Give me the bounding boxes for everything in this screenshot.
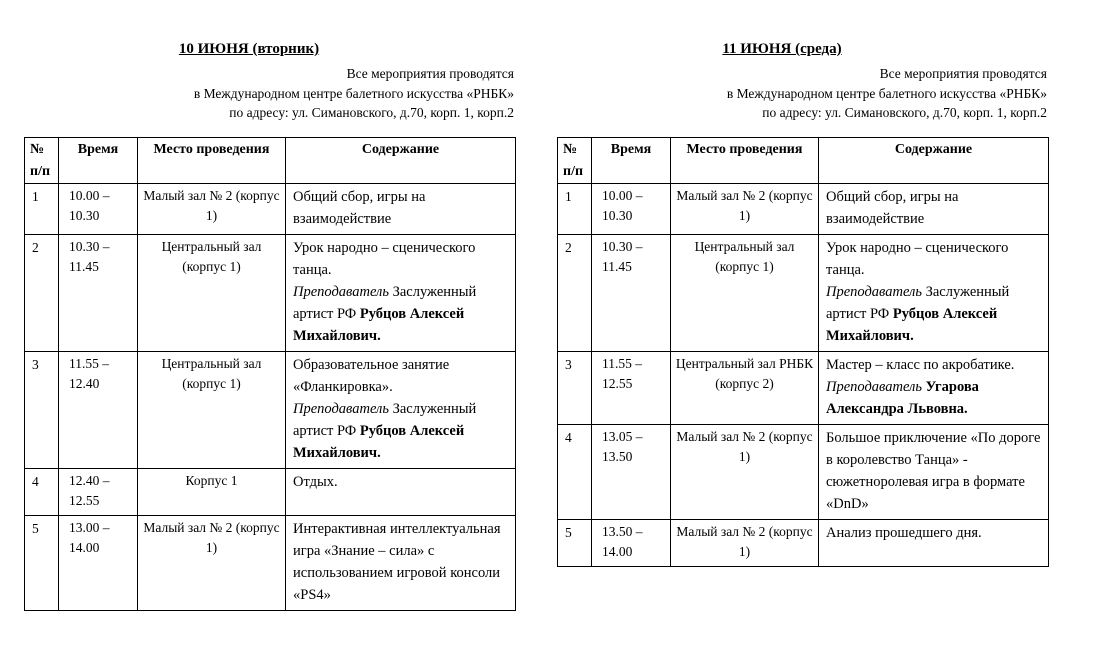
header-num: № п/п — [558, 137, 592, 183]
header-time: Время — [59, 137, 138, 183]
row-place: Малый зал № 2 (корпус 1) — [138, 183, 286, 234]
row-content: Отдых. — [286, 468, 516, 515]
row-num: 1 — [25, 183, 59, 234]
row-place: Малый зал № 2 (корпус 1) — [671, 424, 819, 519]
row-place: Малый зал № 2 (корпус 1) — [138, 515, 286, 610]
teacher-name: Угарова Александра Львовна. — [826, 378, 979, 417]
table-row — [558, 519, 1049, 566]
table-header-row — [25, 137, 516, 183]
row-num: 4 — [25, 468, 59, 515]
teacher-role: Преподаватель — [826, 378, 922, 395]
row-time: 13.05 – 13.50 — [592, 424, 671, 519]
row-place: Малый зал № 2 (корпус 1) — [671, 519, 819, 566]
row-place: Центральный зал РНБК (корпус 2) — [671, 351, 819, 424]
row-content: Общий сбор, игры на взаимодействие — [819, 183, 1049, 234]
row-content: Общий сбор, игры на взаимодействие — [286, 183, 516, 234]
header-num: № п/п — [25, 137, 59, 183]
header-time: Время — [592, 137, 671, 183]
row-content: Интерактивная интеллектуальная игра «Знание – сила» с использованием игровой консоли «PS4» — [286, 515, 516, 610]
row-place: Малый зал № 2 (корпус 1) — [671, 183, 819, 234]
row-content — [286, 234, 516, 351]
row-num: 5 — [25, 515, 59, 610]
venue-line: в Международном центре балетного искусства «РНБК» — [193, 85, 514, 101]
content-text: Урок народно – сценического танца. — [293, 239, 476, 278]
table-row — [558, 424, 1049, 519]
table-row — [25, 468, 516, 515]
row-place: Центральный зал (корпус 1) — [671, 234, 819, 351]
teacher-name: Рубцов Алексей Михайлович. — [293, 422, 465, 461]
table-row — [558, 351, 1049, 424]
content-text: Образовательное занятие «Фланкировка». — [293, 356, 450, 395]
header-place: Место проведения — [138, 137, 286, 183]
venue-info — [24, 64, 516, 123]
row-num: 2 — [558, 234, 592, 351]
row-content: Анализ прошедшего дня. — [819, 519, 1049, 566]
table-row — [25, 234, 516, 351]
row-num: 1 — [558, 183, 592, 234]
header-content: Содержание — [819, 137, 1049, 183]
teacher-role: Преподаватель — [293, 400, 389, 417]
table-row — [25, 183, 516, 234]
table-row — [25, 515, 516, 610]
row-time: 11.55 – 12.40 — [59, 351, 138, 468]
schedule-day-june-10 — [24, 40, 516, 611]
day-title: 10 ИЮНЯ (вторник) — [178, 41, 320, 57]
schedule-table — [557, 137, 1049, 567]
teacher-title: Заслуженный артист РФ — [293, 400, 477, 439]
teacher-role: Преподаватель — [293, 283, 389, 300]
venue-info — [557, 64, 1049, 123]
table-row — [558, 183, 1049, 234]
venue-line: в Международном центре балетного искусства «РНБК» — [726, 85, 1047, 101]
day-title: 11 ИЮНЯ (среда) — [722, 41, 842, 57]
row-place: Центральный зал (корпус 1) — [138, 351, 286, 468]
row-time: 10.00 – 10.30 — [59, 183, 138, 234]
row-place: Корпус 1 — [138, 468, 286, 515]
row-time: 11.55 – 12.55 — [592, 351, 671, 424]
row-time: 12.40 – 12.55 — [59, 468, 138, 515]
teacher-name: Рубцов Алексей Михайлович. — [826, 305, 998, 344]
content-text: Урок народно – сценического танца. — [826, 239, 1009, 278]
table-row — [25, 351, 516, 468]
venue-line: по адресу: ул. Симановского, д.70, корп. 1, корп.2 — [229, 105, 514, 120]
row-num: 5 — [558, 519, 592, 566]
teacher-title: Заслуженный артист РФ — [293, 283, 477, 322]
venue-line: по адресу: ул. Симановского, д.70, корп. 1, корп.2 — [762, 105, 1047, 120]
row-place: Центральный зал (корпус 1) — [138, 234, 286, 351]
teacher-role: Преподаватель — [826, 283, 922, 300]
table-row — [558, 234, 1049, 351]
venue-line: Все мероприятия проводятся — [879, 66, 1047, 81]
row-content: Большое приключение «По дороге в королевство Танца» - сюжетноролевая игра в формате «DnD» — [819, 424, 1049, 519]
row-num: 3 — [25, 351, 59, 468]
header-place: Место проведения — [671, 137, 819, 183]
row-content — [286, 351, 516, 468]
row-time: 10.00 – 10.30 — [592, 183, 671, 234]
row-content — [819, 351, 1049, 424]
row-content — [819, 234, 1049, 351]
header-content: Содержание — [286, 137, 516, 183]
row-num: 4 — [558, 424, 592, 519]
teacher-title: Заслуженный артист РФ — [826, 283, 1010, 322]
row-time: 10.30 – 11.45 — [592, 234, 671, 351]
teacher-name: Рубцов Алексей Михайлович. — [293, 305, 465, 344]
row-time: 13.00 – 14.00 — [59, 515, 138, 610]
schedule-table — [24, 137, 516, 611]
row-num: 2 — [25, 234, 59, 351]
row-num: 3 — [558, 351, 592, 424]
table-header-row — [558, 137, 1049, 183]
venue-line: Все мероприятия проводятся — [346, 66, 514, 81]
content-text: Мастер – класс по акробатике. — [826, 356, 1015, 373]
row-time: 10.30 – 11.45 — [59, 234, 138, 351]
row-time: 13.50 – 14.00 — [592, 519, 671, 566]
schedule-day-june-11 — [557, 40, 1049, 567]
